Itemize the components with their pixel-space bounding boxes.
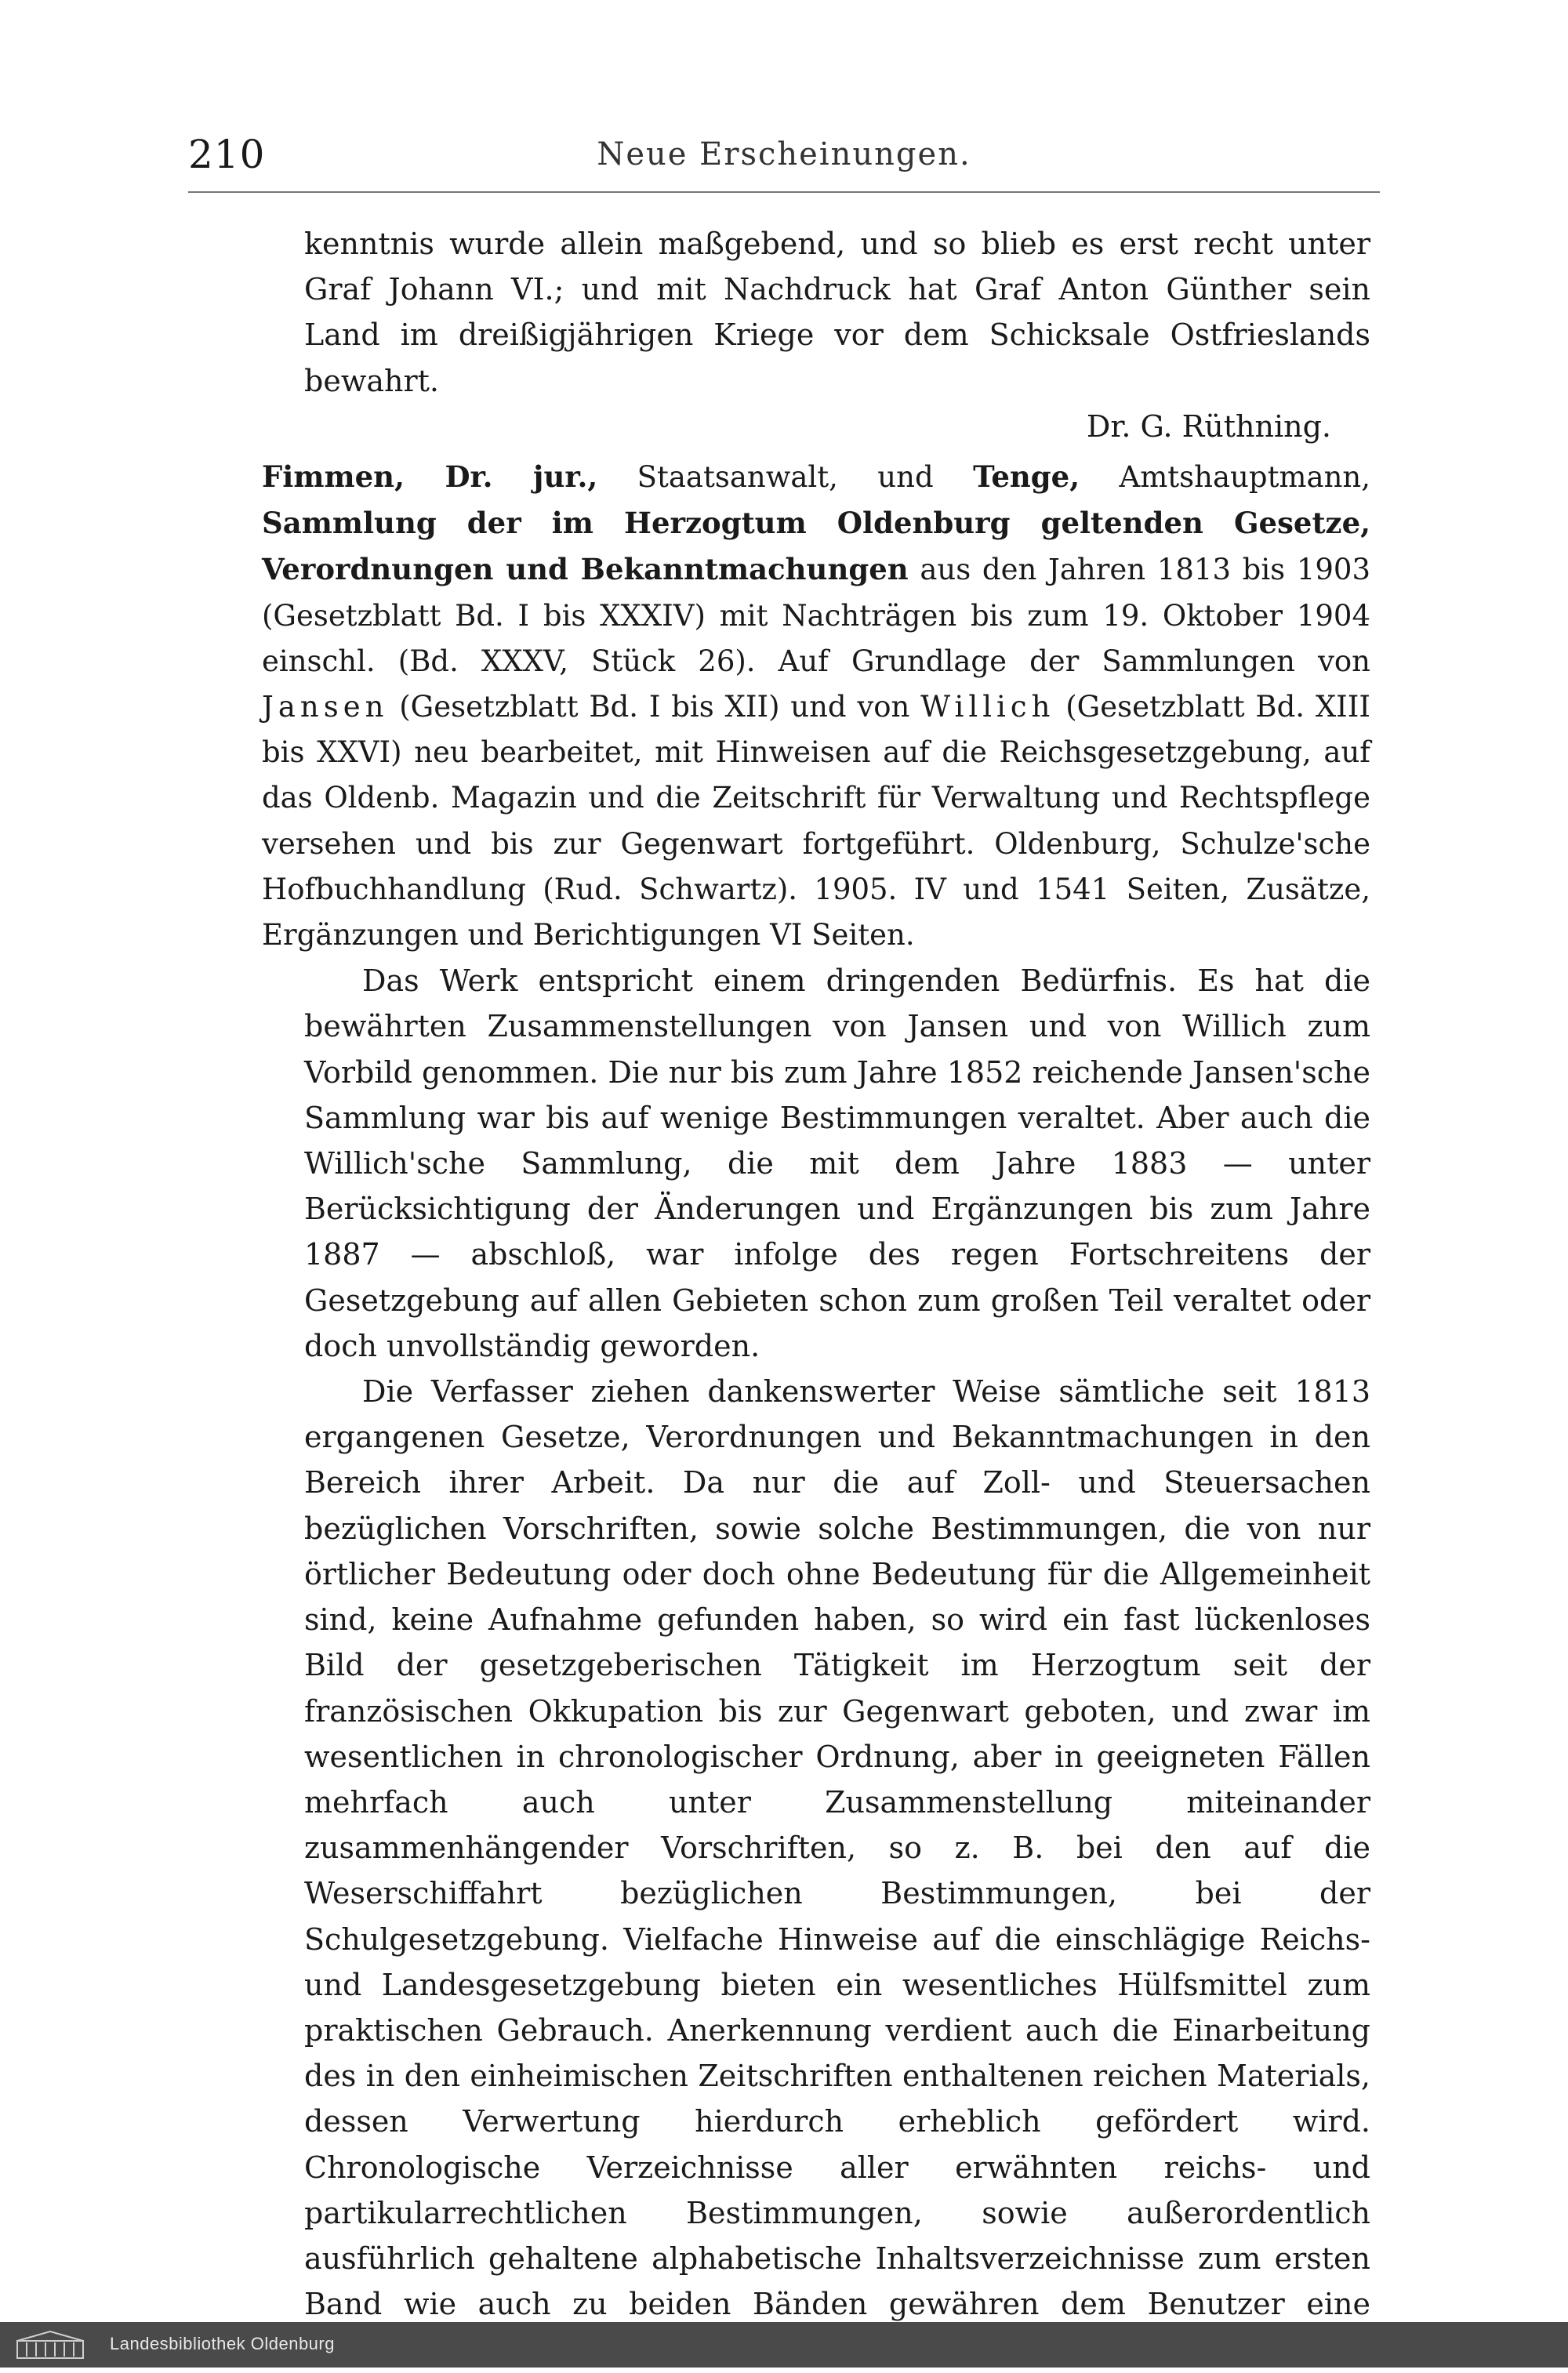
library-building-icon bbox=[16, 2330, 85, 2360]
header-rule bbox=[188, 191, 1380, 193]
entry-author-2-role: Amtshauptmann, bbox=[1119, 460, 1370, 495]
entry-details-1: aus den Jahren 1813 bis 1903 (Gesetzblatt Bd. I bis XXXIV) mit Nachträgen bis zum 19. Oktober 1904 einschl. (Bd. XXXV, Stück 26). Auf Grundlage der Sammlungen von bbox=[262, 553, 1371, 678]
page-number: 210 bbox=[188, 132, 266, 177]
entry-author-2: Tenge, bbox=[973, 459, 1080, 495]
reviewer-signature: Dr. G. Rüthning. bbox=[1086, 408, 1331, 444]
entry-name-jansen: Jansen bbox=[262, 690, 389, 724]
entry-author-1-role: Staatsanwalt, und bbox=[637, 460, 934, 495]
body-text bbox=[262, 221, 1371, 2373]
entry-author-1: Fimmen, Dr. jur., bbox=[262, 459, 598, 495]
running-header bbox=[188, 132, 1380, 187]
previous-review-continuation: kenntnis wurde allein maßgebend, und so blieb es erst recht unter Graf Johann VI.; und mit Nachdruck hat Graf Anton Günther sein Land im dreißigjährigen Kriege vor dem Schicksale Ostfrieslands bewahrt. bbox=[304, 227, 1370, 398]
entry-details-2: (Gesetzblatt Bd. I bis XII) und von bbox=[399, 690, 910, 724]
footer-bar bbox=[0, 2322, 1568, 2368]
entry-title: Sammlung der im Herzogtum Oldenburg geltenden Gesetze, Verordnungen und Bekanntmachungen bbox=[262, 506, 1370, 587]
bibliographic-entry bbox=[262, 454, 1370, 958]
review-paragraph-2: Die Verfasser ziehen dankenswerter Weise sämtliche seit 1813 ergangenen Gesetze, Verordnungen und Bekanntmachungen in den Bereich ihrer Arbeit. Da nur die auf Zoll- und Steuersachen bezüglichen Vorschriften, sowie solche Bestimmungen, die von nur örtlicher Bedeutung oder doch ohne Bedeutung für die Allgemeinheit sind, keine Aufnahme gefunden haben, so wird ein fast lückenloses Bild der gesetzgeberischen Tätigkeit im Herzogtum seit der französischen Okkupation bis zur Gegenwart geboten, und zwar im wesentlichen in chronologischer Ordnung, aber in geeigneten Fällen mehrfach auch unter Zusammenstellung miteinander zusammenhängender Vorschriften, so z. B. bei den auf die Weserschiffahrt bezüglichen Bestimmungen, bei der Schulgesetzgebung. Vielfache Hinweise auf die einschlägige Reichs- und Landesgesetzgebung bieten ein wesentliches Hülfsmittel zum praktischen Gebrauch. Anerkennung verdient auch die Einarbeitung des in den einheimischen Zeitschriften enthaltenen reichen Materials, dessen Verwertung hierdurch erheblich gefördert wird. Chronologische Verzeichnisse aller erwähnten reichs- und partikularrechtlichen Bestimmungen, sowie außerordentlich ausführlich gehaltene alphabetische Inhaltsverzeichnisse zum ersten Band wie auch zu beiden Bänden gewähren dem Benutzer eine bbox=[304, 1374, 1370, 2322]
entry-name-willich: Willich bbox=[920, 690, 1055, 724]
library-name: Landesbibliothek Oldenburg bbox=[110, 2334, 335, 2353]
review-text bbox=[304, 958, 1370, 2372]
header-title: Neue Erscheinungen. bbox=[597, 136, 971, 172]
entry-details-3: (Gesetzblatt Bd. XIII bis XXVI) neu bearbeitet, mit Hinweisen auf die Reichsgesetzgebung, auf das Oldenb. Magazin und die Zeitschrift für Verwaltung und Rechtspflege versehen und bis zur Gegenwart fortgeführt. Oldenburg, Schulze'sche Hofbuchhandlung (Rud. Schwartz). 1905. IV und 1541 Seiten, Zusätze, Ergänzungen und Berichtigungen VI Seiten. bbox=[262, 690, 1371, 952]
review-paragraph-1: Das Werk entspricht einem dringenden Bedürfnis. Es hat die bewährten Zusammenstellungen von Jansen und von Willich zum Vorbild genommen. Die nur bis zum Jahre 1852 reichende Jansen'sche Sammlung war bis auf wenige Bestimmungen veraltet. Aber auch die Willich'sche Sammlung, die mit dem Jahre 1883 — unter Berücksichtigung der Änderungen und Ergänzungen bis zum Jahre 1887 — abschloß, war infolge des regen Fortschreitens der Gesetzgebung auf allen Gebieten schon zum großen Teil veraltet oder doch unvollständig geworden. bbox=[304, 963, 1370, 1363]
